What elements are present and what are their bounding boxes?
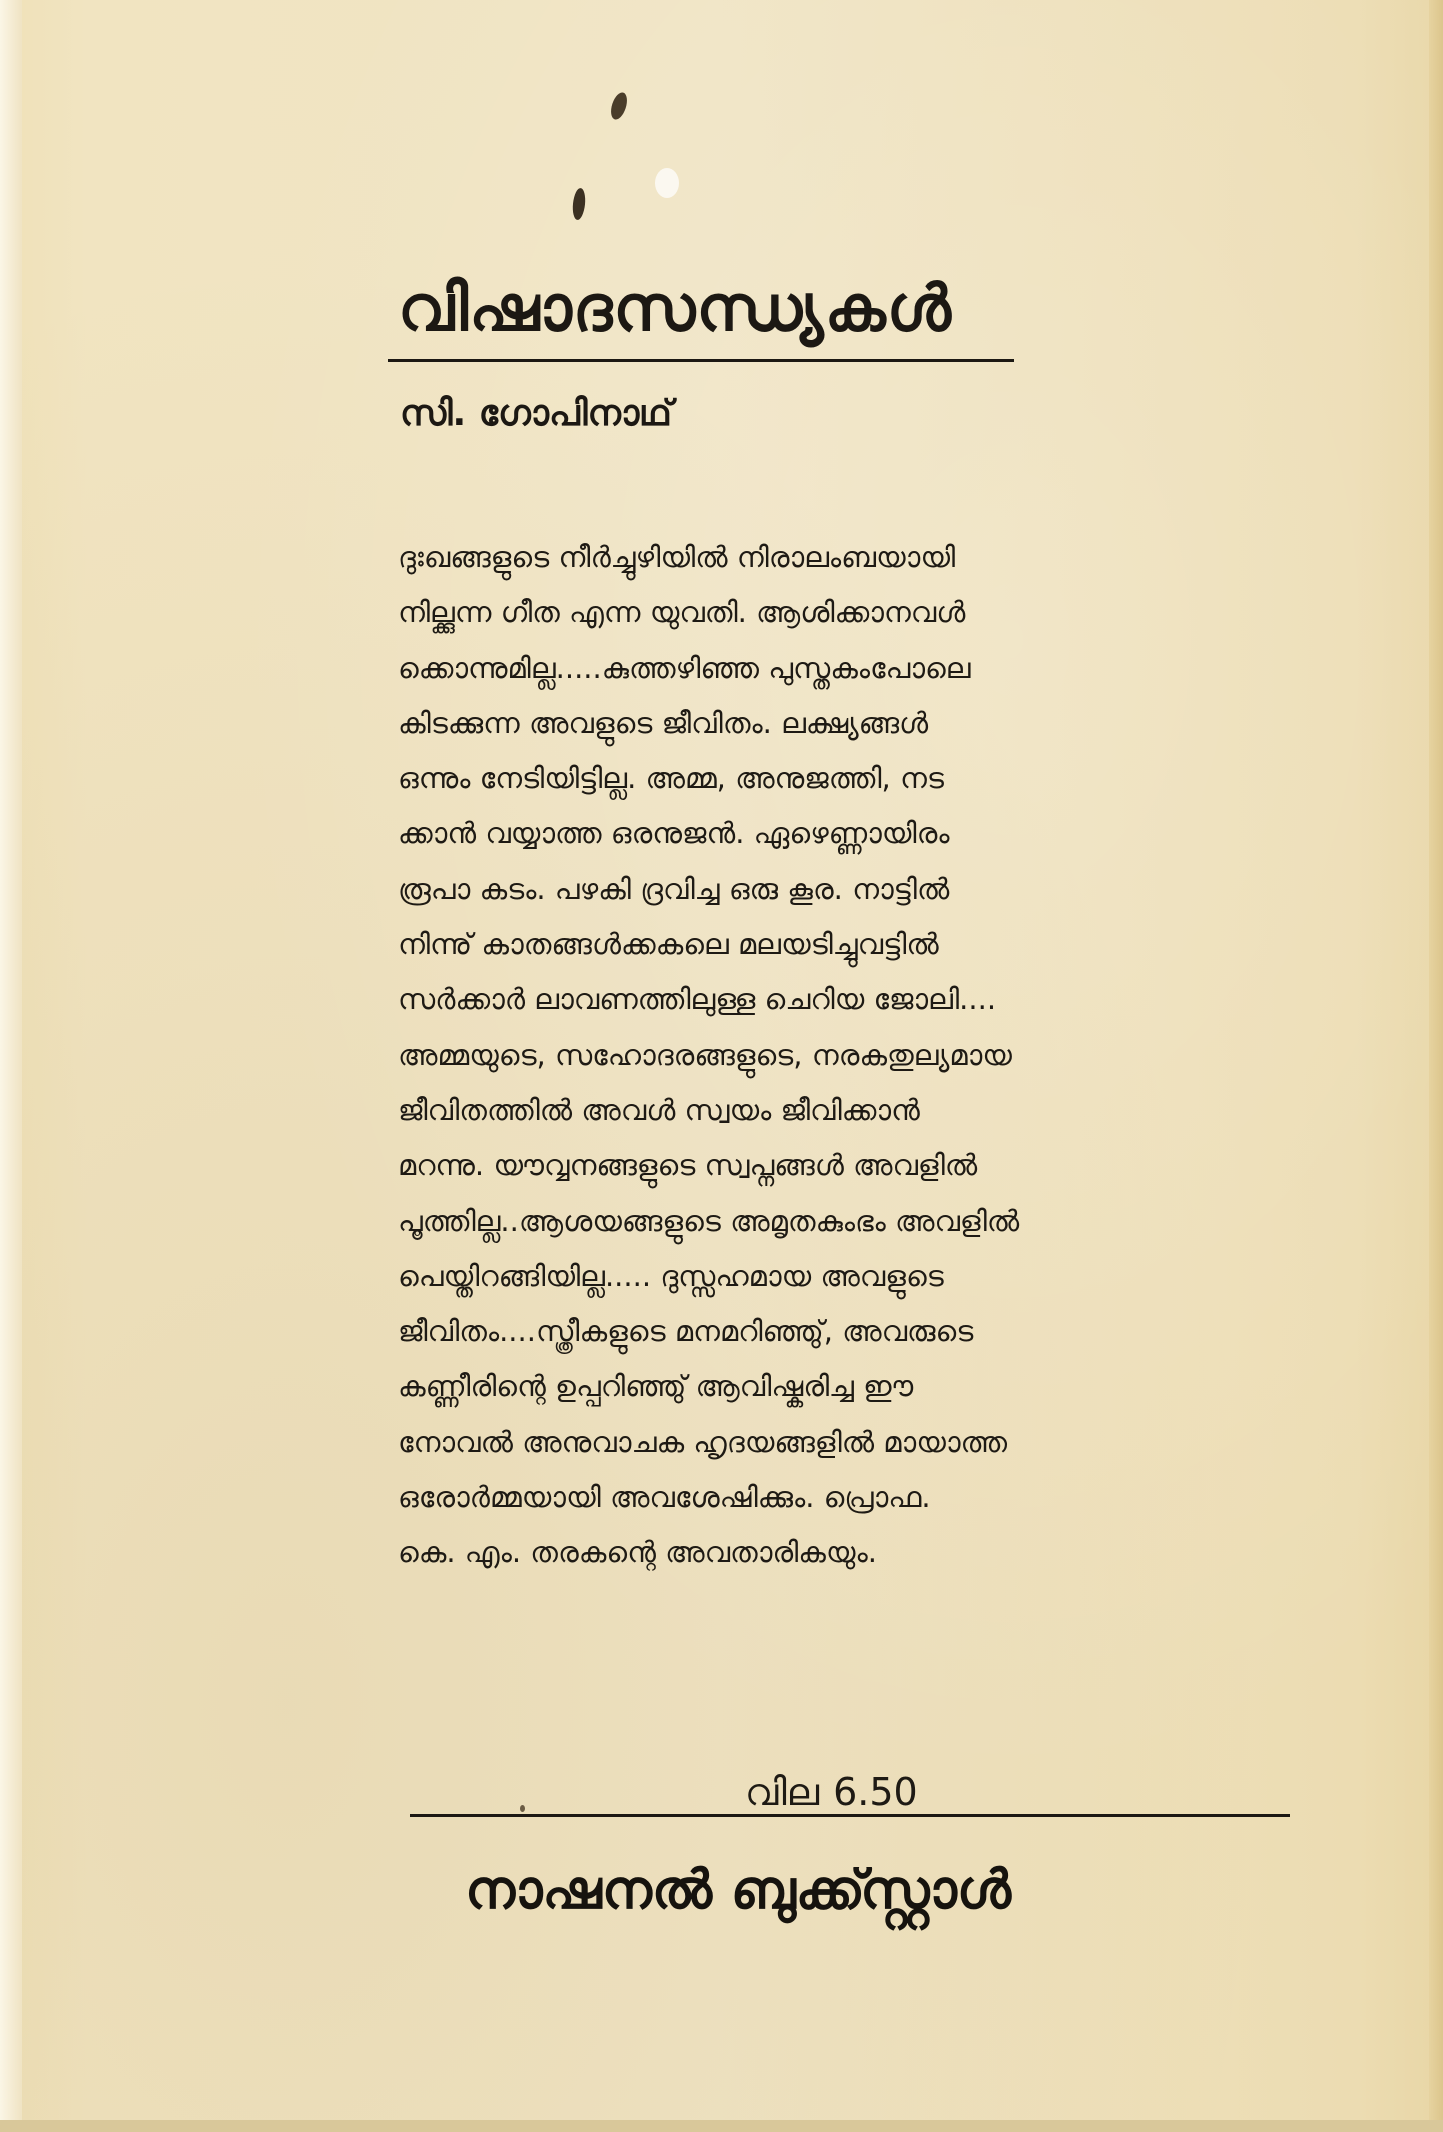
blurb-line: സർക്കാർ ലാവണത്തിലുള്ള ചെറിയ ജോലി.... <box>398 982 997 1017</box>
blurb-line: ക്കൊന്നുമില്ല.....കുത്തഴിഞ്ഞ പുസ്തകംപോലെ <box>398 650 971 685</box>
blurb-line: കെ. എം. തരകന്റെ അവതാരികയും. <box>398 1535 877 1570</box>
ink-speck <box>571 187 586 220</box>
title-underline <box>388 359 1014 362</box>
price-value: 6.50 <box>833 1770 918 1814</box>
blurb-line: ദുഃഖങ്ങളുടെ നീർച്ചുഴിയിൽ നിരാലംബയായി <box>398 540 956 574</box>
publisher-rule <box>410 1814 1290 1817</box>
ink-speck <box>608 91 630 122</box>
blurb-line: അമ്മയുടെ, സഹോദരങ്ങളുടെ, നരകതുല്യമായ <box>398 1037 1012 1072</box>
blurb-line: കണ്ണീരിന്റെ ഉപ്പറിഞ്ഞു് ആവിഷ്കരിച്ച ഈ <box>398 1369 914 1404</box>
publisher-name: നാഷനൽ ബുക്ക്സ്റ്റാൾ <box>465 1858 1012 1921</box>
book-title: വിഷാദസന്ധ്യകൾ <box>398 272 952 346</box>
blurb-line: പൂത്തില്ല..ആശയങ്ങളുടെ അമൃതകുംഭം അവളിൽ <box>398 1203 1020 1238</box>
blurb-line: കിടക്കുന്ന അവളുടെ ജീവിതം. ലക്ഷ്യങ്ങൾ <box>398 705 929 740</box>
cover-right-edge <box>1429 0 1443 2132</box>
blurb-line: ജീവിതത്തിൽ അവൾ സ്വയം ജീവിക്കാൻ <box>398 1092 920 1127</box>
blurb-line: ഒരോർമ്മയായി അവശേഷിക്കും. പ്രൊഫ. <box>398 1480 931 1515</box>
blurb-line: നോവൽ അനുവാചക ഹൃദയങ്ങളിൽ മായാത്ത <box>398 1424 1008 1459</box>
blurb-line: നിന്നു് കാതങ്ങൾക്കകലെ മലയടിച്ചുവട്ടിൽ <box>398 927 939 962</box>
blurb-line: നില്ക്കുന്ന ഗീത എന്ന യുവതി. ആശിക്കാനവൾ <box>398 595 966 630</box>
blurb-line: ക്കാൻ വയ്യാത്ത ഒരനുജൻ. ഏഴെണ്ണായിരം <box>398 816 950 851</box>
ink-speck <box>520 1805 525 1812</box>
price-tag <box>745 1770 918 1815</box>
blurb-line: ജീവിതം....സ്ത്രീകളുടെ മനമറിഞ്ഞു്, അവരുടെ <box>398 1314 974 1349</box>
price-label: വില <box>745 1770 820 1814</box>
blurb-line: ഒന്നും നേടിയിട്ടില്ല. അമ്മ, അനുജത്തി, നട <box>398 761 944 796</box>
blurb-line: മറന്നു. യൗവ്വനങ്ങളുടെ സ്വപ്നങ്ങൾ അവളിൽ <box>398 1148 978 1183</box>
cover-bottom-edge <box>0 2120 1443 2132</box>
paper-blemish <box>655 168 679 198</box>
blurb-line: പെയ്തിറങ്ങിയില്ല..... ദുസ്സഹമായ അവളുടെ <box>398 1258 944 1293</box>
book-author: സി. ഗോപിനാഥ് <box>400 393 673 434</box>
cover-left-edge <box>0 0 22 2132</box>
blurb-text <box>398 530 1308 1581</box>
blurb-line: രൂപാ കടം. പഴകി ദ്രവിച്ച ഒരു കൂര. നാട്ടിൽ <box>398 871 950 906</box>
